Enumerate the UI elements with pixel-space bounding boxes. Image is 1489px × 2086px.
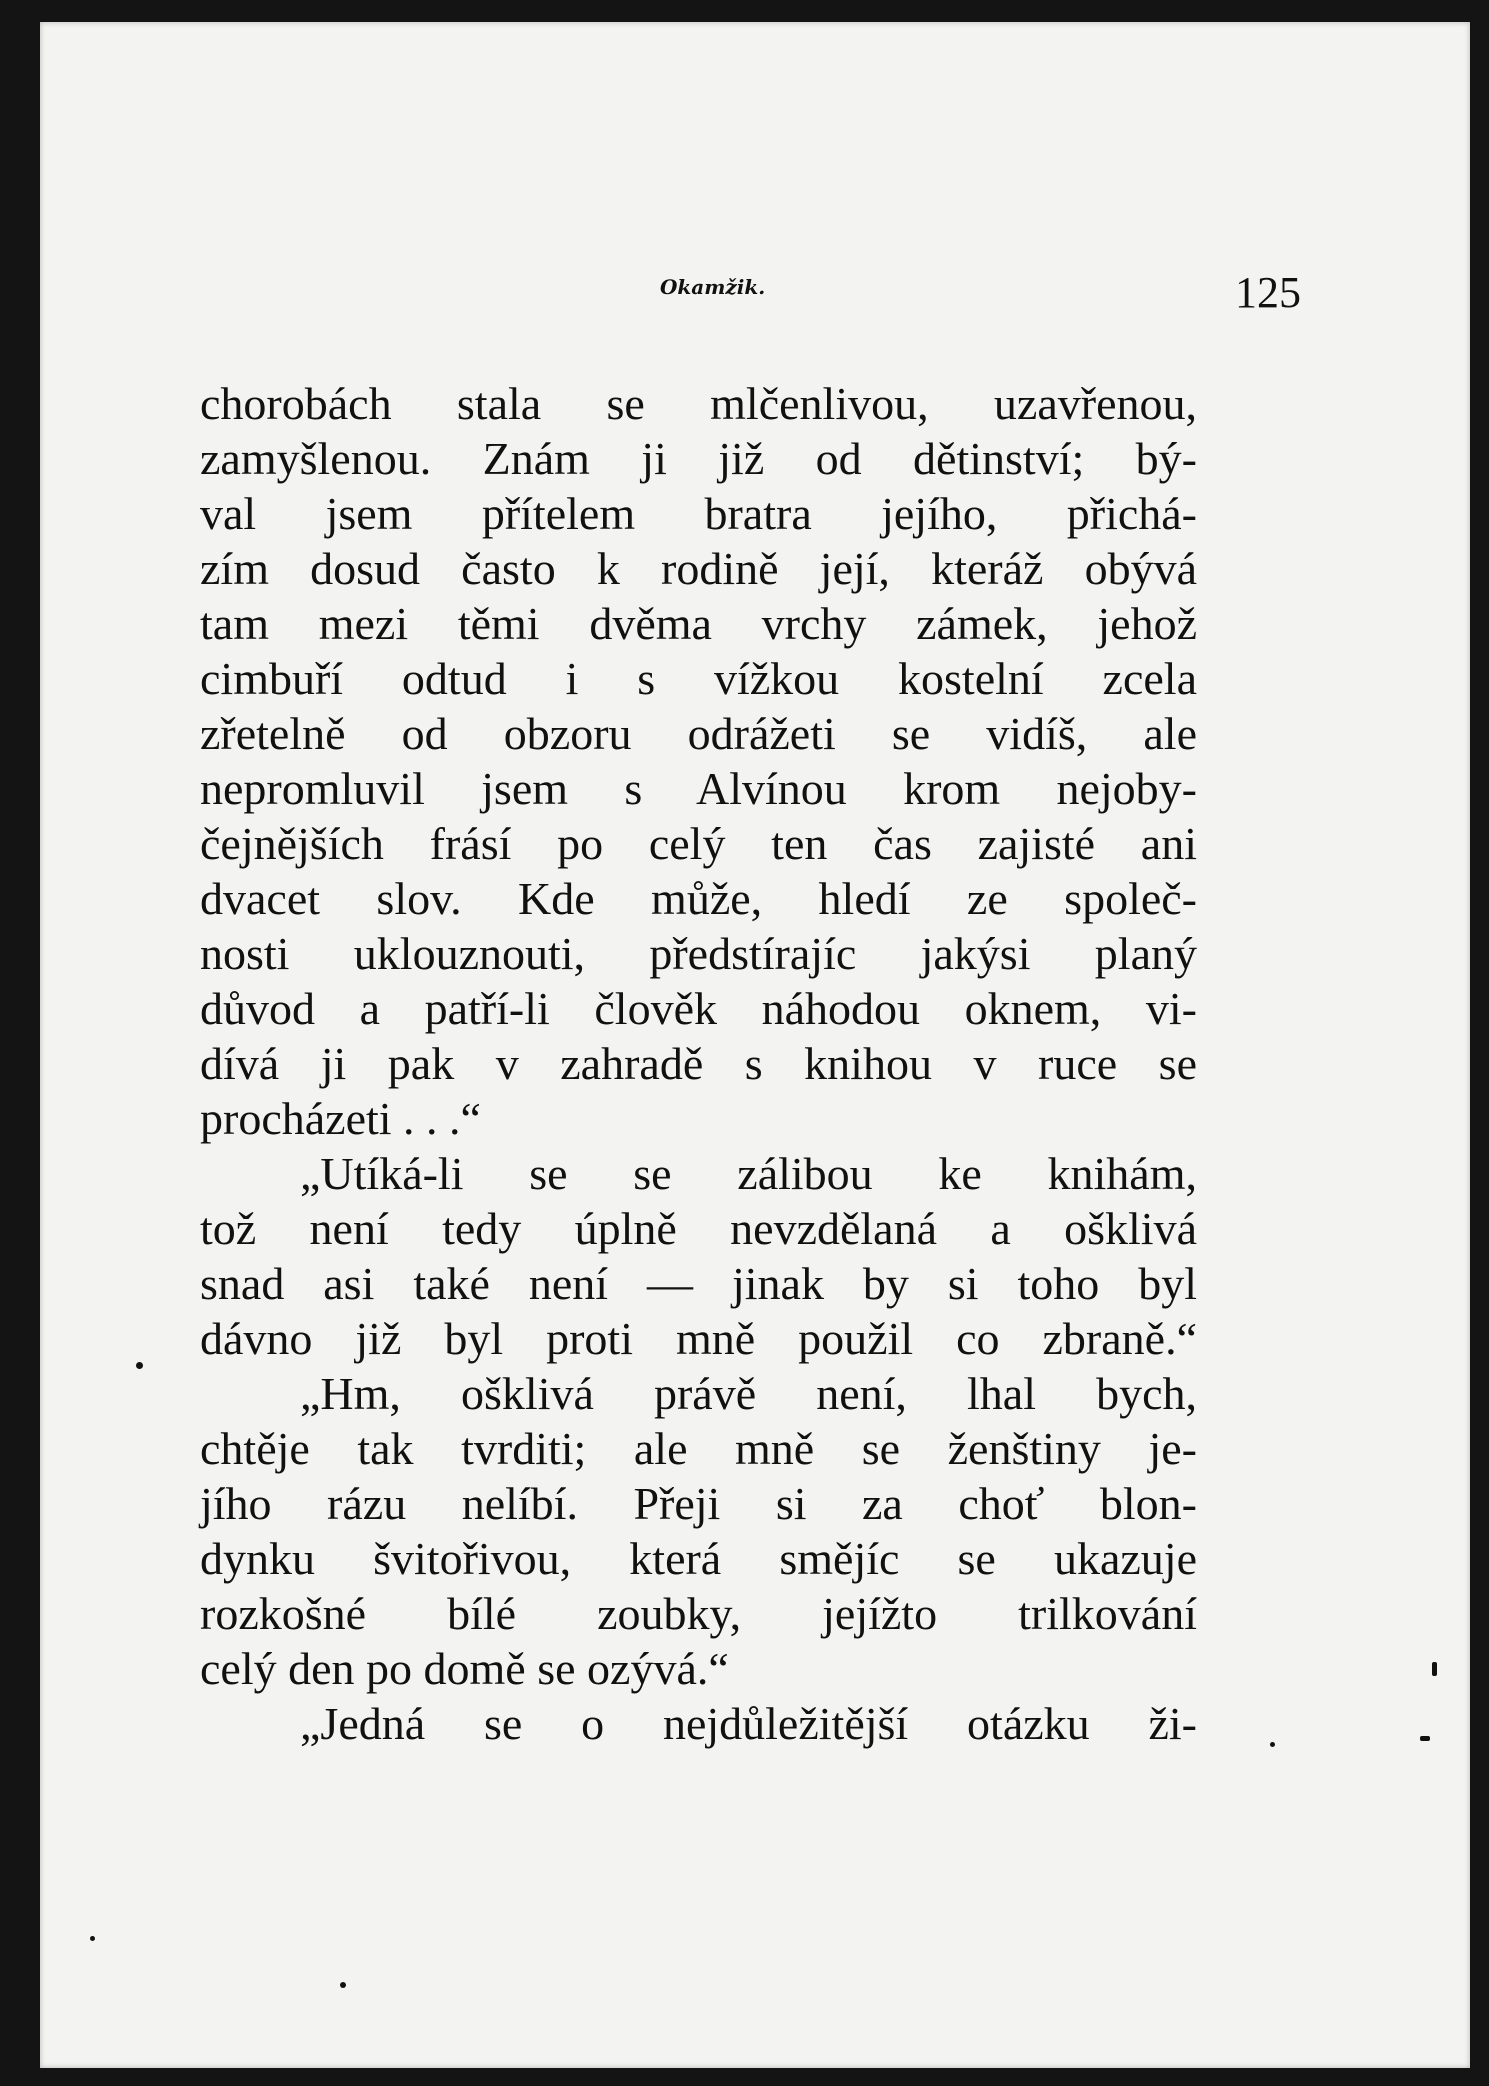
text-line: chorobách stala se mlčenlivou, uzavřenou, <box>200 378 1197 429</box>
text-line: tož není tedy úplně nevzdělaná a ošklivá <box>200 1203 1197 1254</box>
scan-speck <box>90 1936 95 1941</box>
text-line: zamyšlenou. Znám ji již od dětinství; bý- <box>200 433 1197 484</box>
book-page <box>40 22 1470 2068</box>
text-line: nosti uklouznouti, předstírajíc jakýsi planý <box>200 928 1197 979</box>
text-line: jího rázu nelíbí. Přeji si za choť blon- <box>200 1478 1197 1529</box>
text-line: val jsem přítelem bratra jejího, přichá- <box>200 488 1197 539</box>
text-line: dávno již byl proti mně použil co zbraně.“ <box>200 1313 1197 1364</box>
text-line: nepromluvil jsem s Alvínou krom nejoby- <box>200 763 1197 814</box>
text-line: dynku švitořivou, která smějíc se ukazuje <box>200 1533 1197 1584</box>
running-head <box>200 247 1301 327</box>
scan-speck <box>1432 1662 1437 1676</box>
text-line: cimbuří odtud i s vížkou kostelní zcela <box>200 653 1197 704</box>
text-line: zím dosud často k rodině její, kteráž obývá <box>200 543 1197 594</box>
text-line: tam mezi těmi dvěma vrchy zámek, jehož <box>200 598 1197 649</box>
page-number: 125 <box>1235 268 1301 317</box>
text-line: snad asi také není — jinak by si toho byl <box>200 1258 1197 1309</box>
text-line: „Utíká-li se se zálibou ke knihám, <box>300 1148 1197 1199</box>
text-line: důvod a patří-li člověk náhodou oknem, vi- <box>200 983 1197 1034</box>
scan-speck <box>136 1362 143 1369</box>
text-line: „Hm, ošklivá právě není, lhal bych, <box>300 1368 1197 1419</box>
body-text <box>200 376 1197 1751</box>
text-line: čejnějších frásí po celý ten čas zajisté ani <box>200 818 1197 869</box>
text-line: celý den po domě se ozývá.“ <box>200 1643 729 1694</box>
scan-speck <box>1270 1742 1275 1747</box>
scan-speck <box>1420 1736 1430 1741</box>
text-line: „Jedná se o nejdůležitější otázku ži- <box>300 1698 1197 1749</box>
chapter-title: Okamžik. <box>660 275 766 299</box>
text-line: dvacet slov. Kde může, hledí ze společ- <box>200 873 1197 924</box>
scan-speck <box>340 1982 346 1988</box>
text-line: chtěje tak tvrditi; ale mně se ženštiny je- <box>200 1423 1197 1474</box>
text-line: dívá ji pak v zahradě s knihou v ruce se <box>200 1038 1197 1089</box>
text-line: zřetelně od obzoru odrážeti se vidíš, ale <box>200 708 1197 759</box>
text-line: procházeti . . .“ <box>200 1093 481 1144</box>
text-line: rozkošné bílé zoubky, jejížto trilkování <box>200 1588 1197 1639</box>
